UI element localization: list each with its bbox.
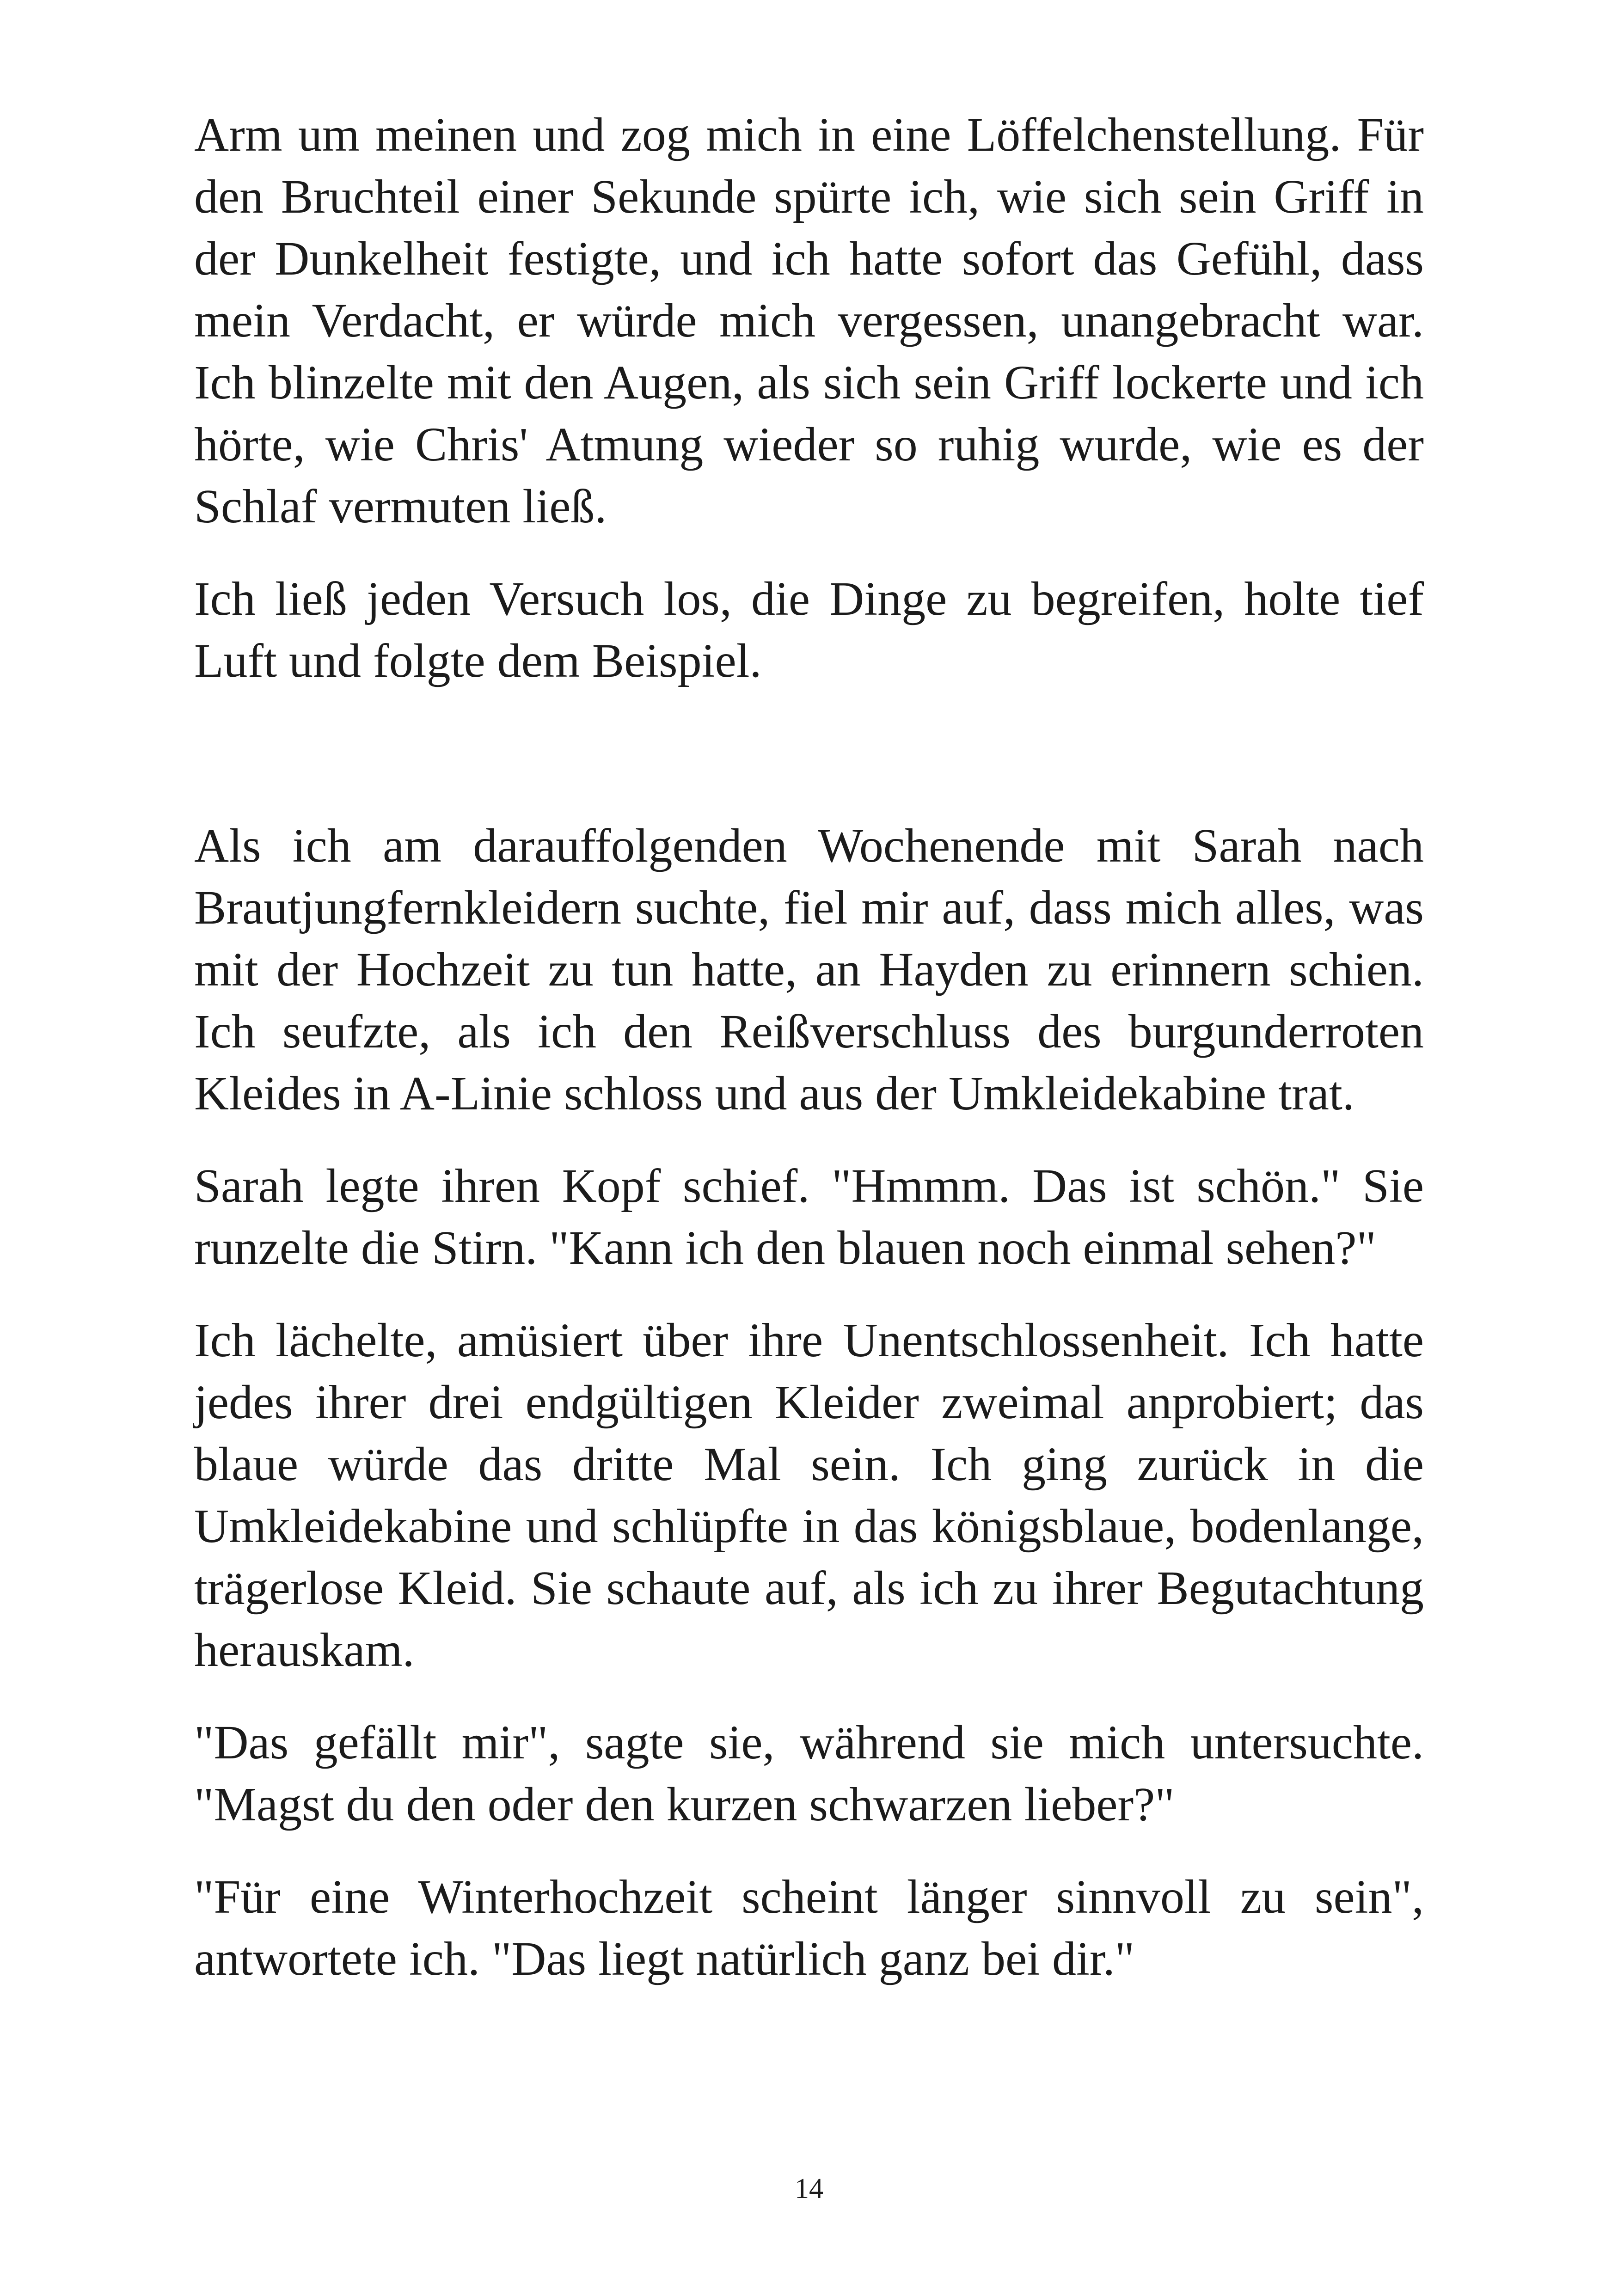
body-text: [194, 104, 1424, 2020]
paragraph: Ich ließ jeden Versuch los, die Dinge zu begreifen, holte tief Luft und folgte dem Beispiel.: [194, 572, 1424, 687]
paragraph: Als ich am darauffolgenden Wochenende mit Sarah nach Brautjungfernkleidern suchte, fiel mir auf, dass mich alles, was mit der Hochzeit zu tun hatte, an Hayden zu erinnern schien. Ich seufzte, als ich den Reißverschluss des burgunderroten Kleides in A-Linie schloss und aus der Umkleidekabine trat.: [194, 819, 1424, 1120]
paragraph: Ich lächelte, amüsiert über ihre Unentschlossenheit. Ich hatte jedes ihrer drei endgültigen Kleider zweimal anprobiert; das blaue würde das dritte Mal sein. Ich ging zurück in die Umkleidekabine und schlüpfte in das königsblaue, bodenlange, trägerlose Kleid. Sie schaute auf, als ich zu ihrer Begutachtung herauskam.: [194, 1314, 1424, 1677]
paragraph: Arm um meinen und zog mich in eine Löffelchenstellung. Für den Bruchteil einer Sekunde spürte ich, wie sich sein Griff in der Dunkelheit festigte, und ich hatte sofort das Gefühl, dass mein Verdacht, er würde mich vergessen, unangebracht war. Ich blinzelte mit den Augen, als sich sein Griff lockerte und ich hörte, wie Chris' Atmung wieder so ruhig wurde, wie es der Schlaf vermuten ließ.: [194, 108, 1424, 533]
paragraph: Sarah legte ihren Kopf schief. "Hmmm. Das ist schön." Sie runzelte die Stirn. "Kann ich den blauen noch einmal sehen?": [194, 1159, 1424, 1274]
section-break: [194, 722, 1424, 815]
paragraph: "Das gefällt mir", sagte sie, während sie mich untersuchte. "Magst du den oder den kurzen schwarzen lieber?": [194, 1716, 1424, 1831]
page-number: 14: [795, 2173, 823, 2204]
paragraph: "Für eine Winterhochzeit scheint länger sinnvoll zu sein", antwortete ich. "Das liegt natürlich ganz bei dir.": [194, 1870, 1424, 1985]
